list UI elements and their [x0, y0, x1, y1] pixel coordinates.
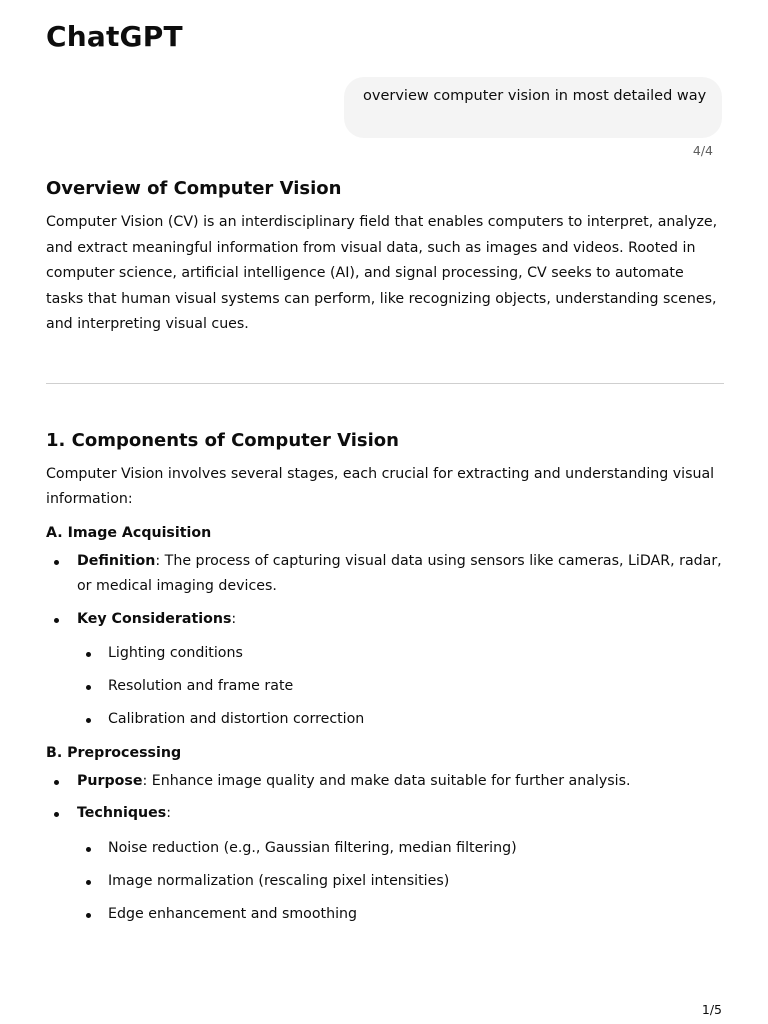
assistant-response [46, 177, 724, 935]
page-number: 1/5 [701, 1002, 722, 1017]
user-message-bubble: overview computer vision in most detailed way [344, 77, 722, 138]
techniques-sublist [77, 836, 724, 928]
purpose-text: : Enhance image quality and make data suitable for further analysis. [142, 772, 631, 789]
list-item [46, 769, 724, 795]
image-acquisition-list [46, 549, 724, 733]
list-item: Resolution and frame rate [77, 674, 724, 700]
list-item: Lighting conditions [77, 641, 724, 667]
list-item: Image normalization (rescaling pixel intensities) [77, 869, 724, 895]
list-item: Edge enhancement and smoothing [77, 902, 724, 928]
section-title: 1. Components of Computer Vision [46, 429, 399, 451]
list-item: Calibration and distortion correction [77, 707, 724, 733]
label-colon: : [231, 610, 237, 627]
subsection-title-image-acquisition: A. Image Acquisition [46, 524, 212, 541]
section-divider [46, 383, 724, 384]
techniques-label: Techniques [77, 805, 167, 821]
section-intro: Computer Vision involves several stages, each crucial for extracting and understanding visual information: [46, 465, 715, 507]
key-considerations-sublist [77, 641, 724, 733]
subsection-title-preprocessing: B. Preprocessing [46, 744, 182, 761]
list-item [46, 549, 724, 600]
label-colon: : [166, 805, 171, 821]
purpose-label: Purpose [77, 772, 143, 789]
response-title: Overview of Computer Vision [46, 178, 342, 199]
list-item [46, 607, 724, 733]
response-intro: Computer Vision (CV) is an interdisciplinary field that enables computers to interpret, analyze, and extract meaningful information from visual data, such as images and videos. Rooted in computer science, artificial intelligence (AI), and signal processing, CV seeks to automate tasks that human visual systems can perform, like recognizing objects, understanding scenes, and interpreting visual cues. [46, 214, 718, 332]
app-title: ChatGPT [46, 20, 183, 53]
list-item [46, 801, 724, 927]
key-considerations-label: Key Considerations [77, 610, 232, 627]
preprocessing-list [46, 769, 724, 928]
definition-label: Definition [77, 552, 156, 569]
list-item: Noise reduction (e.g., Gaussian filtering, median filtering) [77, 836, 724, 862]
definition-text: : The process of capturing visual data using sensors like cameras, LiDAR, radar, or medical imaging devices. [77, 552, 722, 594]
message-version-counter: 4/4 [692, 143, 713, 158]
